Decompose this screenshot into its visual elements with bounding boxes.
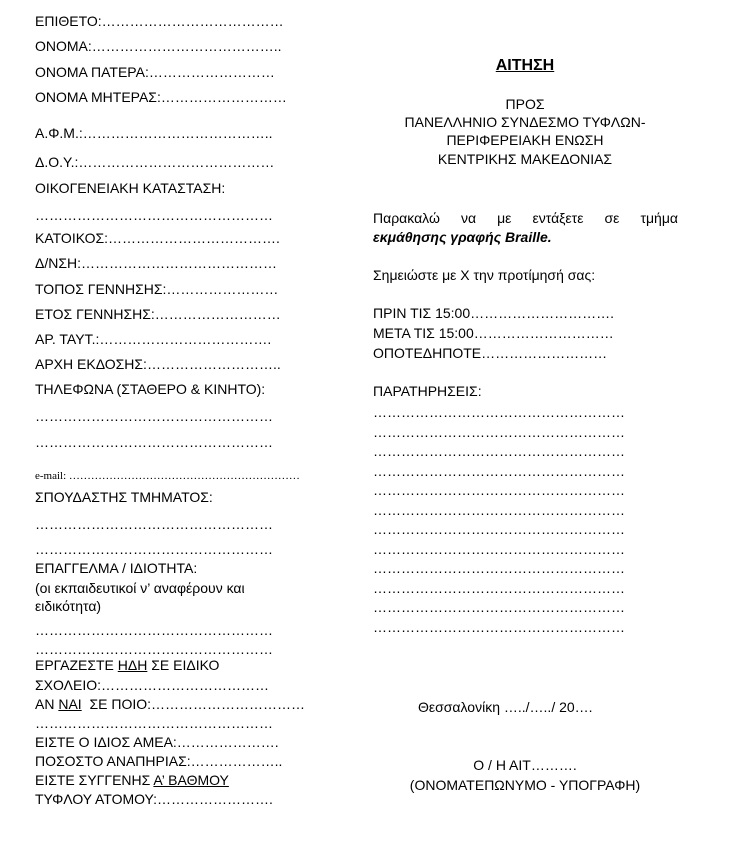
which-school-emphasis: ΝΑΙ [58, 696, 82, 712]
field-afm: Α.Φ.Μ.:………………………………….. [35, 125, 273, 141]
field-name: ΟΝΟΜΑ:………………………………….. [35, 38, 282, 54]
question-relative [35, 772, 229, 788]
preference-instruction: Σημειώστε με Χ την προτίμησή σας: [373, 267, 596, 283]
field-marital-status-dots: …………………………………………… [35, 207, 273, 223]
profession-note-1: (οι εκπαιδευτικοί ν’ αναφέρουν και [35, 580, 245, 596]
field-school: ΣΧΟΛΕΙΟ:……………………………… [35, 677, 269, 693]
which-school-text: ΑΝ [35, 696, 59, 712]
field-birth-year: ΕΤΟΣ ΓΕΝΝΗΣΗΣ:……………………… [35, 306, 281, 322]
question-relative-text: ΕΙΣΤΕ ΣΥΓΓΕΝΗΣ [35, 772, 154, 788]
field-mother-name: ΟΝΟΜΑ ΜΗΤΕΡΑΣ:……………………… [35, 89, 287, 105]
field-resident: ΚΑΤΟΙΚΟΣ:………………………………. [35, 230, 280, 246]
signature-label: (ΟΝΟΜΑΤΕΠΩΝΥΜΟ - ΥΠΟΓΡΑΦΗ) [409, 777, 641, 793]
remarks-line: ……………………………………………… [373, 443, 625, 459]
field-issuing-authority: ΑΡΧΗ ΕΚΔΟΣΗΣ:……………………….. [35, 356, 281, 372]
request-text-line-2: εκμάθησης γραφής Braille. [373, 229, 552, 245]
remarks-line: ……………………………………………… [373, 521, 625, 537]
remarks-line: ……………………………………………… [373, 579, 625, 596]
question-special-school-text-end: ΣΕ ΕΙΔΙΚΟ [147, 657, 220, 673]
remarks-line: ……………………………………………… [373, 540, 625, 557]
field-student-dots-1: …………………………………………… [35, 516, 273, 532]
field-doy: Δ.Ο.Υ.:…………………………………… [35, 154, 275, 170]
question-special-school-emphasis: ΗΔΗ [117, 657, 148, 673]
field-profession-dots-1: …………………………………………… [35, 622, 273, 638]
field-disability-percent: ΠΟΣΟΣΤΟ ΑΝΑΠΗΡΙΑΣ:……………….. [35, 753, 283, 769]
remarks-line: ……………………………………………… [373, 423, 625, 440]
remarks-line: ……………………………………………… [373, 462, 625, 479]
remarks-line: ……………………………………………… [373, 404, 625, 420]
field-profession: ΕΠΑΓΓΕΛΜΑ / ΙΔΙΟΤΗΤΑ: [35, 560, 198, 576]
field-marital-status: ΟΙΚΟΓΕΝΕΙΑΚΗ ΚΑΤΑΣΤΑΣΗ: [35, 180, 226, 196]
field-father-name: ΟΝΟΜΑ ΠΑΤΕΡΑ:……………………… [35, 64, 275, 80]
question-relative-emphasis: Α’ ΒΑΘΜΟΥ [153, 772, 229, 788]
field-amea: ΕΙΣΤΕ Ο ΙΔΙΟΣ ΑΜΕΑ:…………………. [35, 734, 279, 750]
field-student-dots-2: …………………………………………… [35, 541, 273, 557]
request-text-line-1: Παρακαλώ να με εντάξετε σε τμήμα [373, 210, 678, 226]
profession-note-2: ειδικότητα) [35, 598, 102, 614]
option-before-1500: ΠΡΙΝ ΤΙΣ 15:00…………………………. [373, 305, 614, 321]
remarks-line: ……………………………………………… [373, 618, 625, 635]
field-phones-dots-1: …………………………………………… [35, 408, 273, 424]
option-anytime: ΟΠΟΤΕΔΗΠΟΤΕ……………………… [373, 345, 608, 361]
field-id-number: ΑΡ. ΤΑΥΤ.:………………………………. [35, 331, 272, 347]
remarks-line: ……………………………………………… [373, 599, 625, 615]
remarks-line: ……………………………………………… [373, 482, 625, 498]
remarks-heading: ΠΑΡΑΤΗΡΗΣΕΙΣ: [373, 383, 482, 399]
option-after-1500: ΜΕΤΑ ΤΙΣ 15:00………………………… [373, 325, 614, 341]
field-email: e-mail: ……………………………………………………… [35, 470, 300, 482]
field-surname: ΕΠΙΘΕΤΟ:………………………………… [35, 13, 284, 29]
application-title: ΑΙΤΗΣΗ [495, 57, 555, 74]
recipient-line-2: ΠΕΡΙΦΕΡΕΙΑΚΗ ΕΝΩΣΗ [446, 132, 604, 148]
question-special-school-text: ΕΡΓΑΖΕΣΤΕ [35, 657, 118, 673]
remarks-line: ……………………………………………… [373, 501, 625, 518]
field-blind-relative: ΤΥΦΛΟΥ ΑΤΟΜΟΥ:……………………. [35, 791, 273, 807]
recipient-to: ΠΡΟΣ [505, 96, 545, 112]
place-date: Θεσσαλονίκη …../…../ 20…. [418, 699, 593, 715]
field-address: Δ/ΝΣΗ:…………………………………… [35, 255, 278, 271]
recipient-line-1: ΠΑΝΕΛΛΗΝΙΟ ΣΥΝΔΕΣΜΟ ΤΥΦΛΩΝ- [404, 114, 646, 130]
field-birthplace: ΤΟΠΟΣ ΓΕΝΝΗΣΗΣ:…………………… [35, 281, 279, 297]
which-school-text-end: ΣΕ ΠΟΙΟ:…………………………… [81, 696, 306, 712]
field-phones-dots-2: …………………………………………… [35, 434, 273, 450]
recipient-line-3: ΚΕΝΤΡΙΚΗΣ ΜΑΚΕΔΟΝΙΑΣ [437, 151, 613, 167]
field-student-department: ΣΠΟΥΔΑΣΤΗΣ ΤΜΗΜΑΤΟΣ: [35, 489, 213, 505]
field-phones: ΤΗΛΕΦΩΝΑ (ΣΤΑΘΕΡΟ & ΚΙΝΗΤΟ): [35, 381, 266, 397]
field-which-school [35, 696, 305, 712]
field-school-dots: …………………………………………… [35, 715, 273, 731]
remarks-line: ……………………………………………… [373, 560, 625, 576]
field-profession-dots-2: …………………………………………… [35, 641, 273, 657]
question-special-school [35, 657, 219, 673]
signer-label: Ο / Η ΑΙΤ………. [473, 757, 577, 773]
